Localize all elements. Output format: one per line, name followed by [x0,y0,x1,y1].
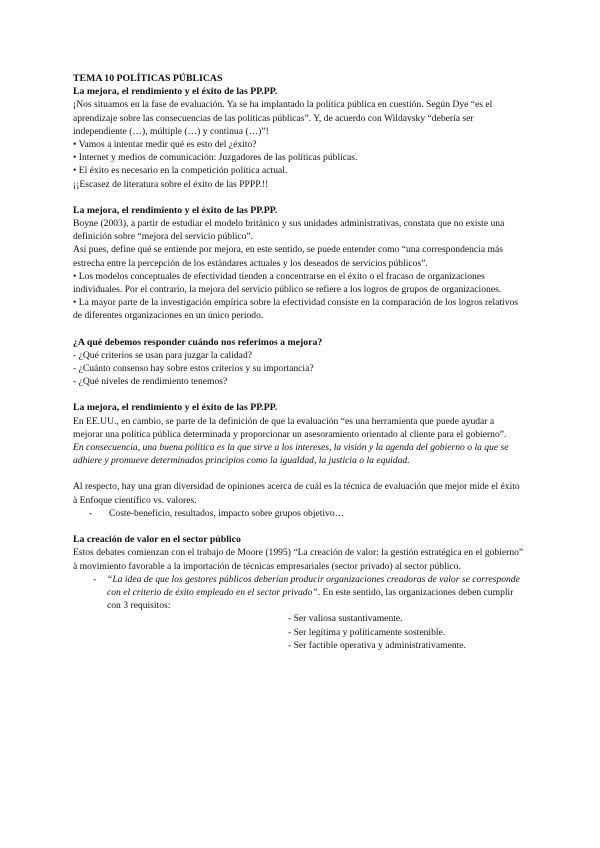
quote-text [93,573,525,613]
requirement-item: - Ser legítima y políticamente sostenible. [288,626,446,638]
dash-item-text: Coste-beneficio, resultados, impacto sobre grupos objetivo… [109,507,345,519]
requirements-list [73,612,525,652]
spacer [73,323,525,336]
quote-italic: “La idea de que los gestores públicos deberían producir organizaciones creadoras de valor se corresponde con el criterio de éxito empleado en el sector privado” [107,573,520,598]
dash-marker: - [89,507,93,519]
spacer [73,520,525,533]
section2-bullet-1: • Los modelos conceptuales de efectividad tienden a concentrarse en el éxito o el fracaso de organizaciones individuales. Por el contrario, la mejora del servicio público se refiere a los logros de grupos de organizaciones. [73,270,502,296]
section2-bullet-2: • La mayor parte de la investigación empírica sobre la efectividad consiste en la comparación de los logros relativos de diferentes organizaciones en un único periodo. [73,297,519,322]
section4-italic-paragraph: En consecuencia, una buena política es la que sirve a los intereses, la visión y la agenda del gobierno o la que se adhiere y promueve determinados principios como la igualdad, la justicia o la equidad. [73,442,509,467]
section2-heading: La mejora, el rendimiento y el éxito de las PP.PP. [73,204,278,216]
section3-heading: ¿A qué debemos responder cuándo nos referimos a mejora? [73,336,323,348]
spacer [73,388,525,401]
section1-bullet: • Internet y medios de comunicación: Juzgadores de las políticas públicas. [73,152,358,164]
section4-heading: La mejora, el rendimiento y el éxito de las PP.PP. [73,402,278,414]
spacer [73,467,525,480]
document-title: TEMA 10 POLÍTICAS PÚBLICAS [73,73,223,84]
section1-paragraph: ¡Nos situamos en la fase de evaluación. Ya se ha implantado la política pública en cuestión. Según Dye “es el aprendizaje sobre las consecuencias de las políticas públicas”. Y, de acuerdo con Wildavsky “debería ser independiente (…), múltiple (…) y continua (…)”! [73,99,493,137]
requirement-item: - Ser valiosa sustantivamente. [288,613,403,625]
section2-paragraph-1: Boyne (2003), a partir de estudiar el modelo británico y sus unidades administrativas, constata que no existe una definición sobre “mejora del servicio público”. [73,218,505,243]
section4-dash-item [73,507,525,520]
section1-bullet: • Vamos a intentar medir qué es esto del ¿éxito? [73,139,257,151]
section1-bullet: • El éxito es necesario en la competición política actual. [73,165,288,177]
section1-closing: ¡¡Escasez de literatura sobre el éxito de las PPPP.!! [73,178,269,190]
section3-question: - ¿Qué niveles de rendimiento tenemos? [73,376,228,388]
quote-rest: . En este sentido, las organizaciones deben cumplir con 3 requisitos: [107,586,514,612]
section5-heading: La creación de valor en el sector público [73,534,241,546]
section5-quote-item [73,573,525,613]
section3-question: - ¿Qué criterios se usan para juzgar la calidad? [73,349,252,361]
section1-heading: La mejora, el rendimiento y el éxito de las PP.PP. [73,86,278,98]
section3-question: - ¿Cuánto consenso hay sobre estos criterios y su importancia? [73,363,314,375]
section4-paragraph-1: En EE.UU., en cambio, se parte de la definición de que la evaluación “es una herramienta que puede ayudar a mejorar una política pública determinada y proporcionar un asesoramiento orientado al cliente para el gobierno”. [73,415,507,440]
requirement-item: - Ser factible operativa y administrativamente. [288,639,466,651]
spacer [73,191,525,204]
section4-paragraph-2: Al respecto, hay una gran diversidad de opiniones acerca de cuál es la técnica de evaluación que mejor mide el éxito à Enfoque científico vs. valores. [73,481,520,506]
section5-paragraph: Estos debates comienzan con el trabajo de Moore (1995) “La creación de valor: la gestión estratégica en el gobierno” à movimiento favorable a la importación de técnicas empresariales (sector privado) al sector público. [73,547,524,572]
document-content [73,72,525,652]
section2-paragraph-2: Así pues, define qué se entiende por mejora, en este sentido, se puede entender como “una correspondencia más estrecha entre la percepción de los estándares actuales y los deseados de servicios públicos”. [73,244,503,269]
dash-marker: - [93,573,97,585]
